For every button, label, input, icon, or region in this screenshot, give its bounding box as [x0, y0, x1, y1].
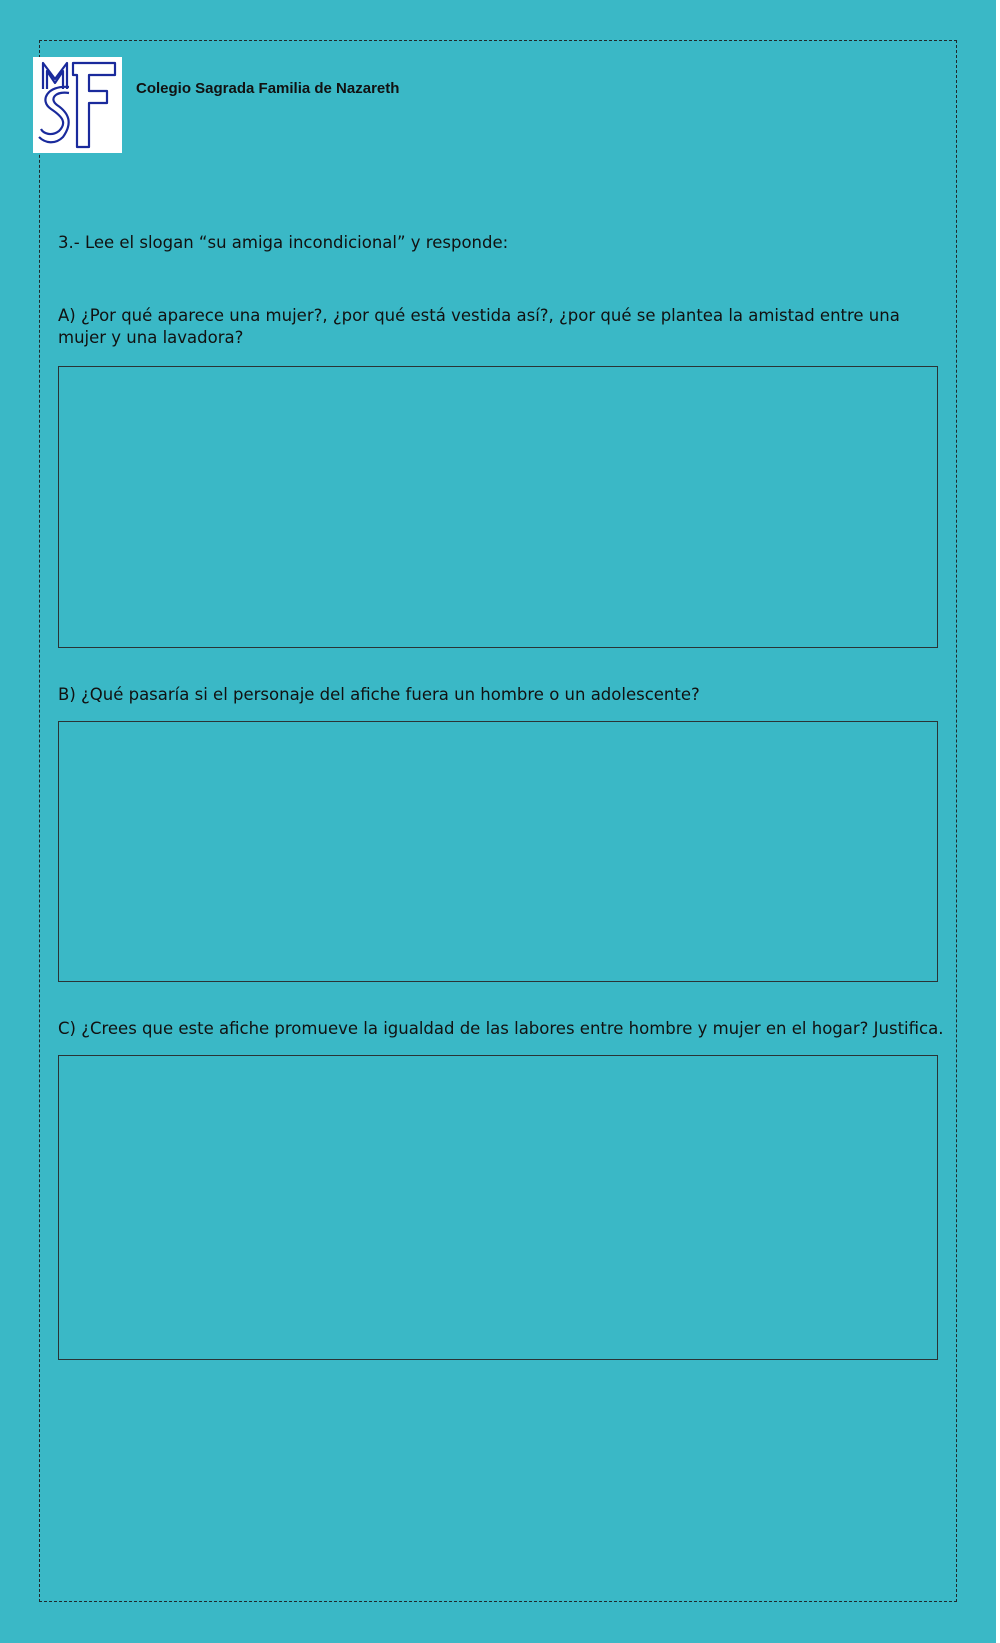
- school-logo: [33, 57, 122, 153]
- activity-instruction: 3.- Lee el slogan “su amiga incondicional” y responde:: [58, 233, 509, 252]
- right-edge-strip: [996, 0, 1000, 1643]
- question-b: B) ¿Qué pasaría si el personaje del afiche fuera un hombre o un adolescente?: [58, 685, 700, 704]
- question-a: A) ¿Por qué aparece una mujer?, ¿por qué está vestida así?, ¿por qué se plantea la amistad entre una mujer y una lavadora?: [58, 306, 900, 347]
- answer-box-b[interactable]: [58, 721, 938, 982]
- school-name: Colegio Sagrada Familia de Nazareth: [136, 80, 400, 97]
- school-monogram-logo-icon: [33, 57, 122, 153]
- answer-box-c[interactable]: [58, 1055, 938, 1360]
- question-c: C) ¿Crees que este afiche promueve la igualdad de las labores entre hombre y mujer en el hogar? Justifica.: [58, 1019, 944, 1038]
- answer-box-a[interactable]: [58, 366, 938, 648]
